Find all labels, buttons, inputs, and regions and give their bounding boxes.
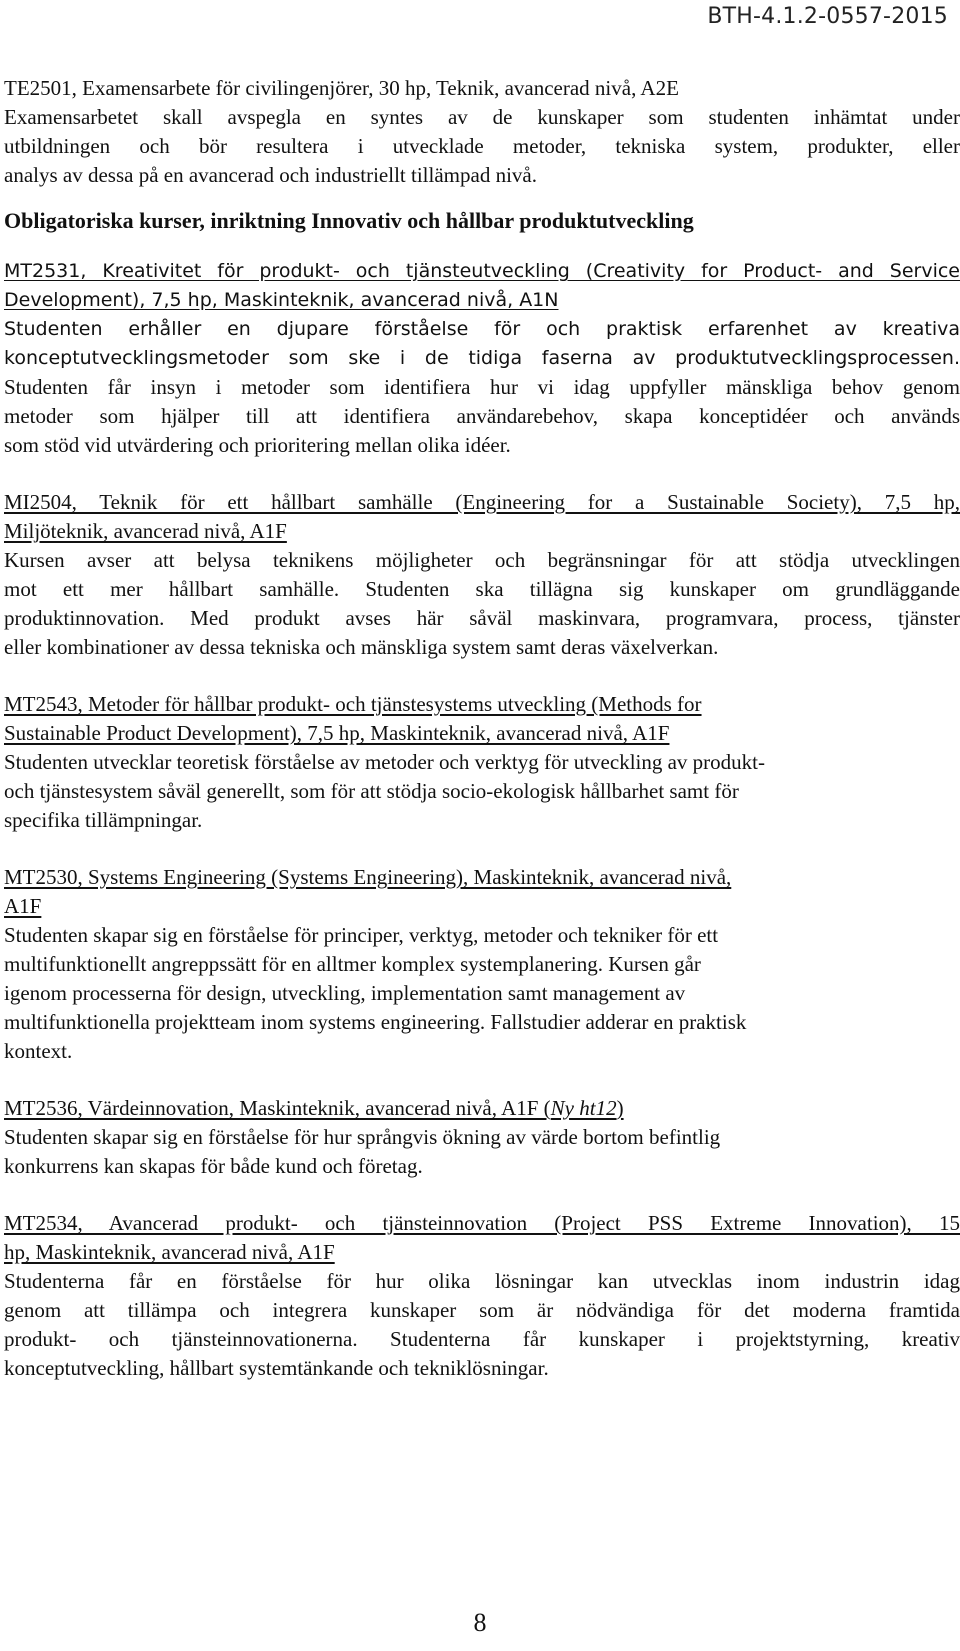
course-title: MT2530, Systems Engineering (Systems Engineering), Maskinteknik, avancerad nivå, (4, 865, 732, 889)
course-title: Miljöteknik, avancerad nivå, A1F (4, 519, 287, 543)
page-number: 8 (473, 1608, 487, 1637)
course-title: MT2534, Avancerad produkt- och tjänsteinnovation (Project PSS Extreme Innovation), 15 (4, 1211, 960, 1235)
course-description-line: mot ett mer hållbart samhälle. Studenten ska tillägna sig kunskaper om grundläggande (4, 577, 960, 601)
course-block (4, 1209, 960, 1383)
course-description-line: multifunktionellt angreppssätt för en alltmer komplex systemplanering. Kursen går (4, 952, 701, 976)
course-description-line: produktinnovation. Med produkt avses här såväl maskinvara, programvara, process, tjänster (4, 606, 960, 630)
course-title: MT2543, Metoder för hållbar produkt- och tjänstesystems utveckling (Methods for (4, 692, 702, 716)
course-description-line: Examensarbetet skall avspegla en syntes av de kunskaper som studenten inhämtat under (4, 105, 960, 129)
course-block (4, 863, 960, 1066)
course-description-line: multifunktionella projektteam inom systems engineering. Fallstudier adderar en praktisk (4, 1010, 747, 1034)
course-description-line: och tjänstesystem såväl generellt, som för att stödja socio-ekologisk hållbarhet samt för (4, 779, 739, 803)
course-description-line: Studenterna får en förståelse för hur olika lösningar kan utvecklas inom industrin idag (4, 1269, 960, 1293)
course-description-line: genom att tillämpa och integrera kunskaper som är nödvändiga för det moderna framtida (4, 1298, 960, 1322)
course-title-main: MT2536, Värdeinnovation, Maskinteknik, avancerad nivå, A1F ( (4, 1096, 551, 1120)
course-description-line: produkt- och tjänsteinnovationerna. Studenterna får kunskaper i projektstyrning, kreativ (4, 1327, 960, 1351)
course-description-line: analys av dessa på en avancerad och industriellt tillämpad nivå. (4, 163, 537, 187)
course-description-line: kontext. (4, 1039, 73, 1063)
course-description-line: Studenten skapar sig en förståelse för hur språngvis ökning av värde bortom befintlig (4, 1125, 721, 1149)
course-description-line: Studenten skapar sig en förståelse för principer, verktyg, metoder och tekniker för ett (4, 923, 719, 947)
course-title: MT2531, Kreativitet för produkt- och tjänsteutveckling (Creativity for Product- and Service (4, 260, 960, 282)
course-description-line: Studenten utvecklar teoretisk förståelse av metoder och verktyg för utveckling av produkt- (4, 750, 766, 774)
course-block (4, 690, 960, 835)
course-title: Development), 7,5 hp, Maskinteknik, avancerad nivå, A1N (4, 289, 559, 311)
intro-block (4, 74, 960, 190)
course-title-note: Ny ht12 (550, 1096, 617, 1120)
course-title: Sustainable Product Development), 7,5 hp, Maskinteknik, avancerad nivå, A1F (4, 721, 670, 745)
course-description-line: Studenten får insyn i metoder som identifiera hur vi idag uppfyller mänskliga behov genom (4, 375, 960, 399)
course-block (4, 1094, 960, 1181)
course-description-line: Kursen avser att belysa teknikens möjligheter och begränsningar för att stödja utvecklingen (4, 548, 960, 572)
course-block (4, 488, 960, 662)
course-description-line: metoder som hjälper till att identifiera användarebehov, skapa konceptidéer och används (4, 404, 960, 428)
course-title (4, 1094, 960, 1123)
section-heading: Obligatoriska kurser, inriktning Innovativ och hållbar produktutveckling (4, 208, 694, 233)
course-description-line: konceptutveckling, hållbart systemtänkande och tekniklösningar. (4, 1356, 549, 1380)
course-description-line: som stöd vid utvärdering och prioritering mellan olika idéer. (4, 433, 511, 457)
document-id: BTH-4.1.2-0557-2015 (707, 4, 948, 29)
page-body (4, 74, 960, 1383)
course-description-line: konkurrens kan skapas för både kund och företag. (4, 1154, 423, 1178)
course-description-line: utbildningen och bör resultera i utvecklade metoder, tekniska system, produkter, eller (4, 134, 960, 158)
course-description-line: Studenten erhåller en djupare förståelse för och praktisk erfarenhet av kreativa (4, 318, 960, 340)
course-description-line: specifika tillämpningar. (4, 808, 203, 832)
course-title: hp, Maskinteknik, avancerad nivå, A1F (4, 1240, 335, 1264)
course-title: TE2501, Examensarbete för civilingenjörer, 30 hp, Teknik, avancerad nivå, A2E (4, 76, 679, 100)
course-title: A1F (4, 894, 42, 918)
course-description-line: konceptutvecklingsmetoder som ske i de tidiga faserna av produktutvecklingsprocessen. (4, 347, 960, 369)
course-description-line: igenom processerna för design, utveckling, implementation samt management av (4, 981, 686, 1005)
course-title: MI2504, Teknik för ett hållbart samhälle (Engineering for a Sustainable Society), 7,5 hp, (4, 490, 960, 514)
course-block (4, 257, 960, 373)
course-block-cont (4, 373, 960, 460)
course-description-line: eller kombinationer av dessa tekniska och mänskliga system samt deras växelverkan. (4, 635, 719, 659)
course-title-end: ) (616, 1096, 624, 1120)
